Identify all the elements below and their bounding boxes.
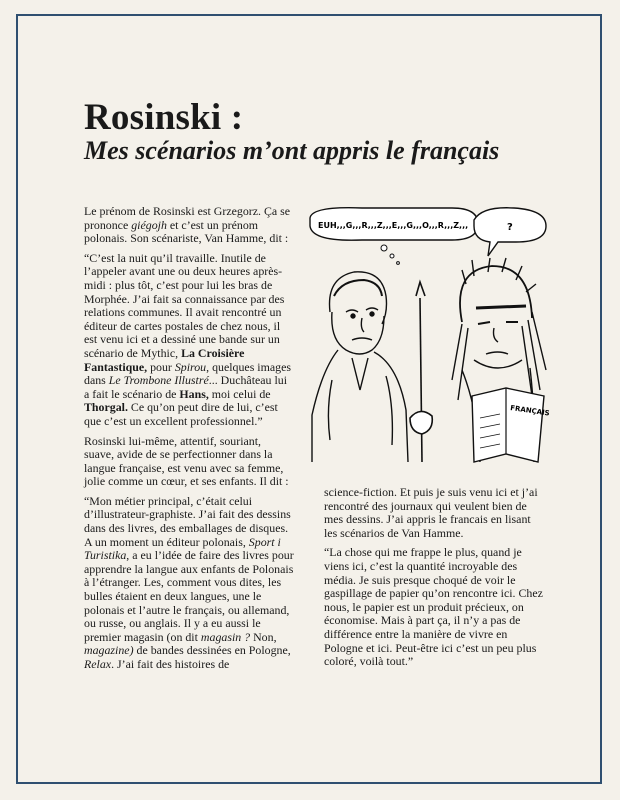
italic-run: Spirou: [174, 359, 207, 374]
italic-run: Relax: [84, 657, 112, 671]
speech-bubble-left: [310, 208, 478, 265]
book: [472, 388, 550, 462]
bold-run: La Croisière Fantastique,: [84, 345, 245, 374]
bold-run: Hans,: [179, 386, 209, 401]
text-run: Ce qu’on peut dire de lui, c’est que c’est un excellent professionnel.”: [84, 400, 278, 428]
italic-run: magasin ?: [200, 629, 251, 644]
text-run: pour: [147, 359, 175, 374]
comic-illustration: [302, 200, 552, 470]
text-run: Le prénom de Rosinski est Grzegorz. Ça se prononce: [84, 204, 291, 232]
paragraph: [84, 252, 294, 429]
bubble-right-text: ?: [507, 222, 513, 233]
italic-run: Le Trombone Illustré: [108, 373, 209, 388]
paragraph: science-fiction. Et puis je suis venu ici et j’ai rencontré des journaux qui veulent bien de mes dessins. J’ai appris le francais en lisant les scénarios de Van Hamme.: [324, 485, 538, 540]
spear: [410, 282, 432, 462]
bold-run: Thorgal.: [84, 400, 128, 415]
text-run: , quelques images dans: [84, 359, 291, 388]
speech-bubble-right: [474, 208, 546, 256]
text-run: . J’ai fait des histoires de: [111, 657, 230, 671]
book-label: FRANÇAIS: [509, 404, 551, 418]
text-run: , a eu l’idée de faire des livres pour apprendre la langue aux enfants de Polonais à l’étranger. Les, comment vous dites, les bulles étaient en deux langues, une le polonais et l’autre le français, ou allemand, ou russe, ou anglais. Il y a eu aussi le premier magasin (on dit: [84, 548, 294, 644]
text-run: ... Duchâteau lui a fait le scénario de: [84, 373, 288, 401]
left-column: [84, 205, 294, 678]
article-subtitle: Mes scénarios m’ont appris le français: [84, 136, 500, 165]
bubble-left-text: EUH,,,G,,,R,,,Z,,,E,,,G,,,O,,,R,,,Z,,,: [318, 221, 469, 230]
italic-run: giégojh: [131, 217, 167, 232]
italic-run: Sport i Turistika: [84, 534, 281, 563]
article-title: Rosinski :: [84, 97, 244, 138]
paragraph: “La chose qui me frappe le plus, quand je viens ici, c’est la quantité incroyable des média. Je suis presque choqué de voir le gaspillage de papier qu’on rencontre ici. Chez nous, le papier est un produit précieux, on économise. Mais à part ça, il n’y a pas de différence entre la manière de vivre en Pologne et ici. Peut-être ici c’est un peu plus coloré, voilà tout.”: [324, 545, 543, 669]
text-run: “Mon métier principal, c’était celui d’illustrateur-graphiste. J’ai fait des dessins dans des livres, des emballages de disques. A un moment un éditeur polonais,: [84, 493, 291, 549]
text-run: et c’est un prénom polonais. Son scénariste, Van Hamme, dit :: [84, 217, 289, 246]
italic-run: magazine): [84, 643, 134, 658]
text-run: Non,: [250, 629, 277, 644]
paragraph: [84, 205, 294, 246]
right-column: [324, 486, 546, 675]
paragraph: [84, 495, 294, 672]
text-run: de bandes dessinées en Pologne,: [133, 643, 291, 658]
paragraph: Rosinski lui-même, attentif, souriant, suave, avide de se perfectionner dans la langue française, est venu avec sa femme, jolie comme un cœur, et ses enfants. Il dit :: [84, 433, 289, 489]
character-left: [312, 272, 408, 462]
text-run: moi celui de: [208, 386, 271, 401]
text-run: “C’est la nuit qu’il travaille. Inutile de l’appeler avant une ou deux heures après-midi : plus tôt, c’est pour lui les bras de Morphée. J’ai fait sa connaissance par des relations communes. Il avait rencontré un éditeur de cartes postales de chez nous, il est venu ici et a dessiné une bande sur un scénario de Mythic,: [84, 250, 285, 360]
